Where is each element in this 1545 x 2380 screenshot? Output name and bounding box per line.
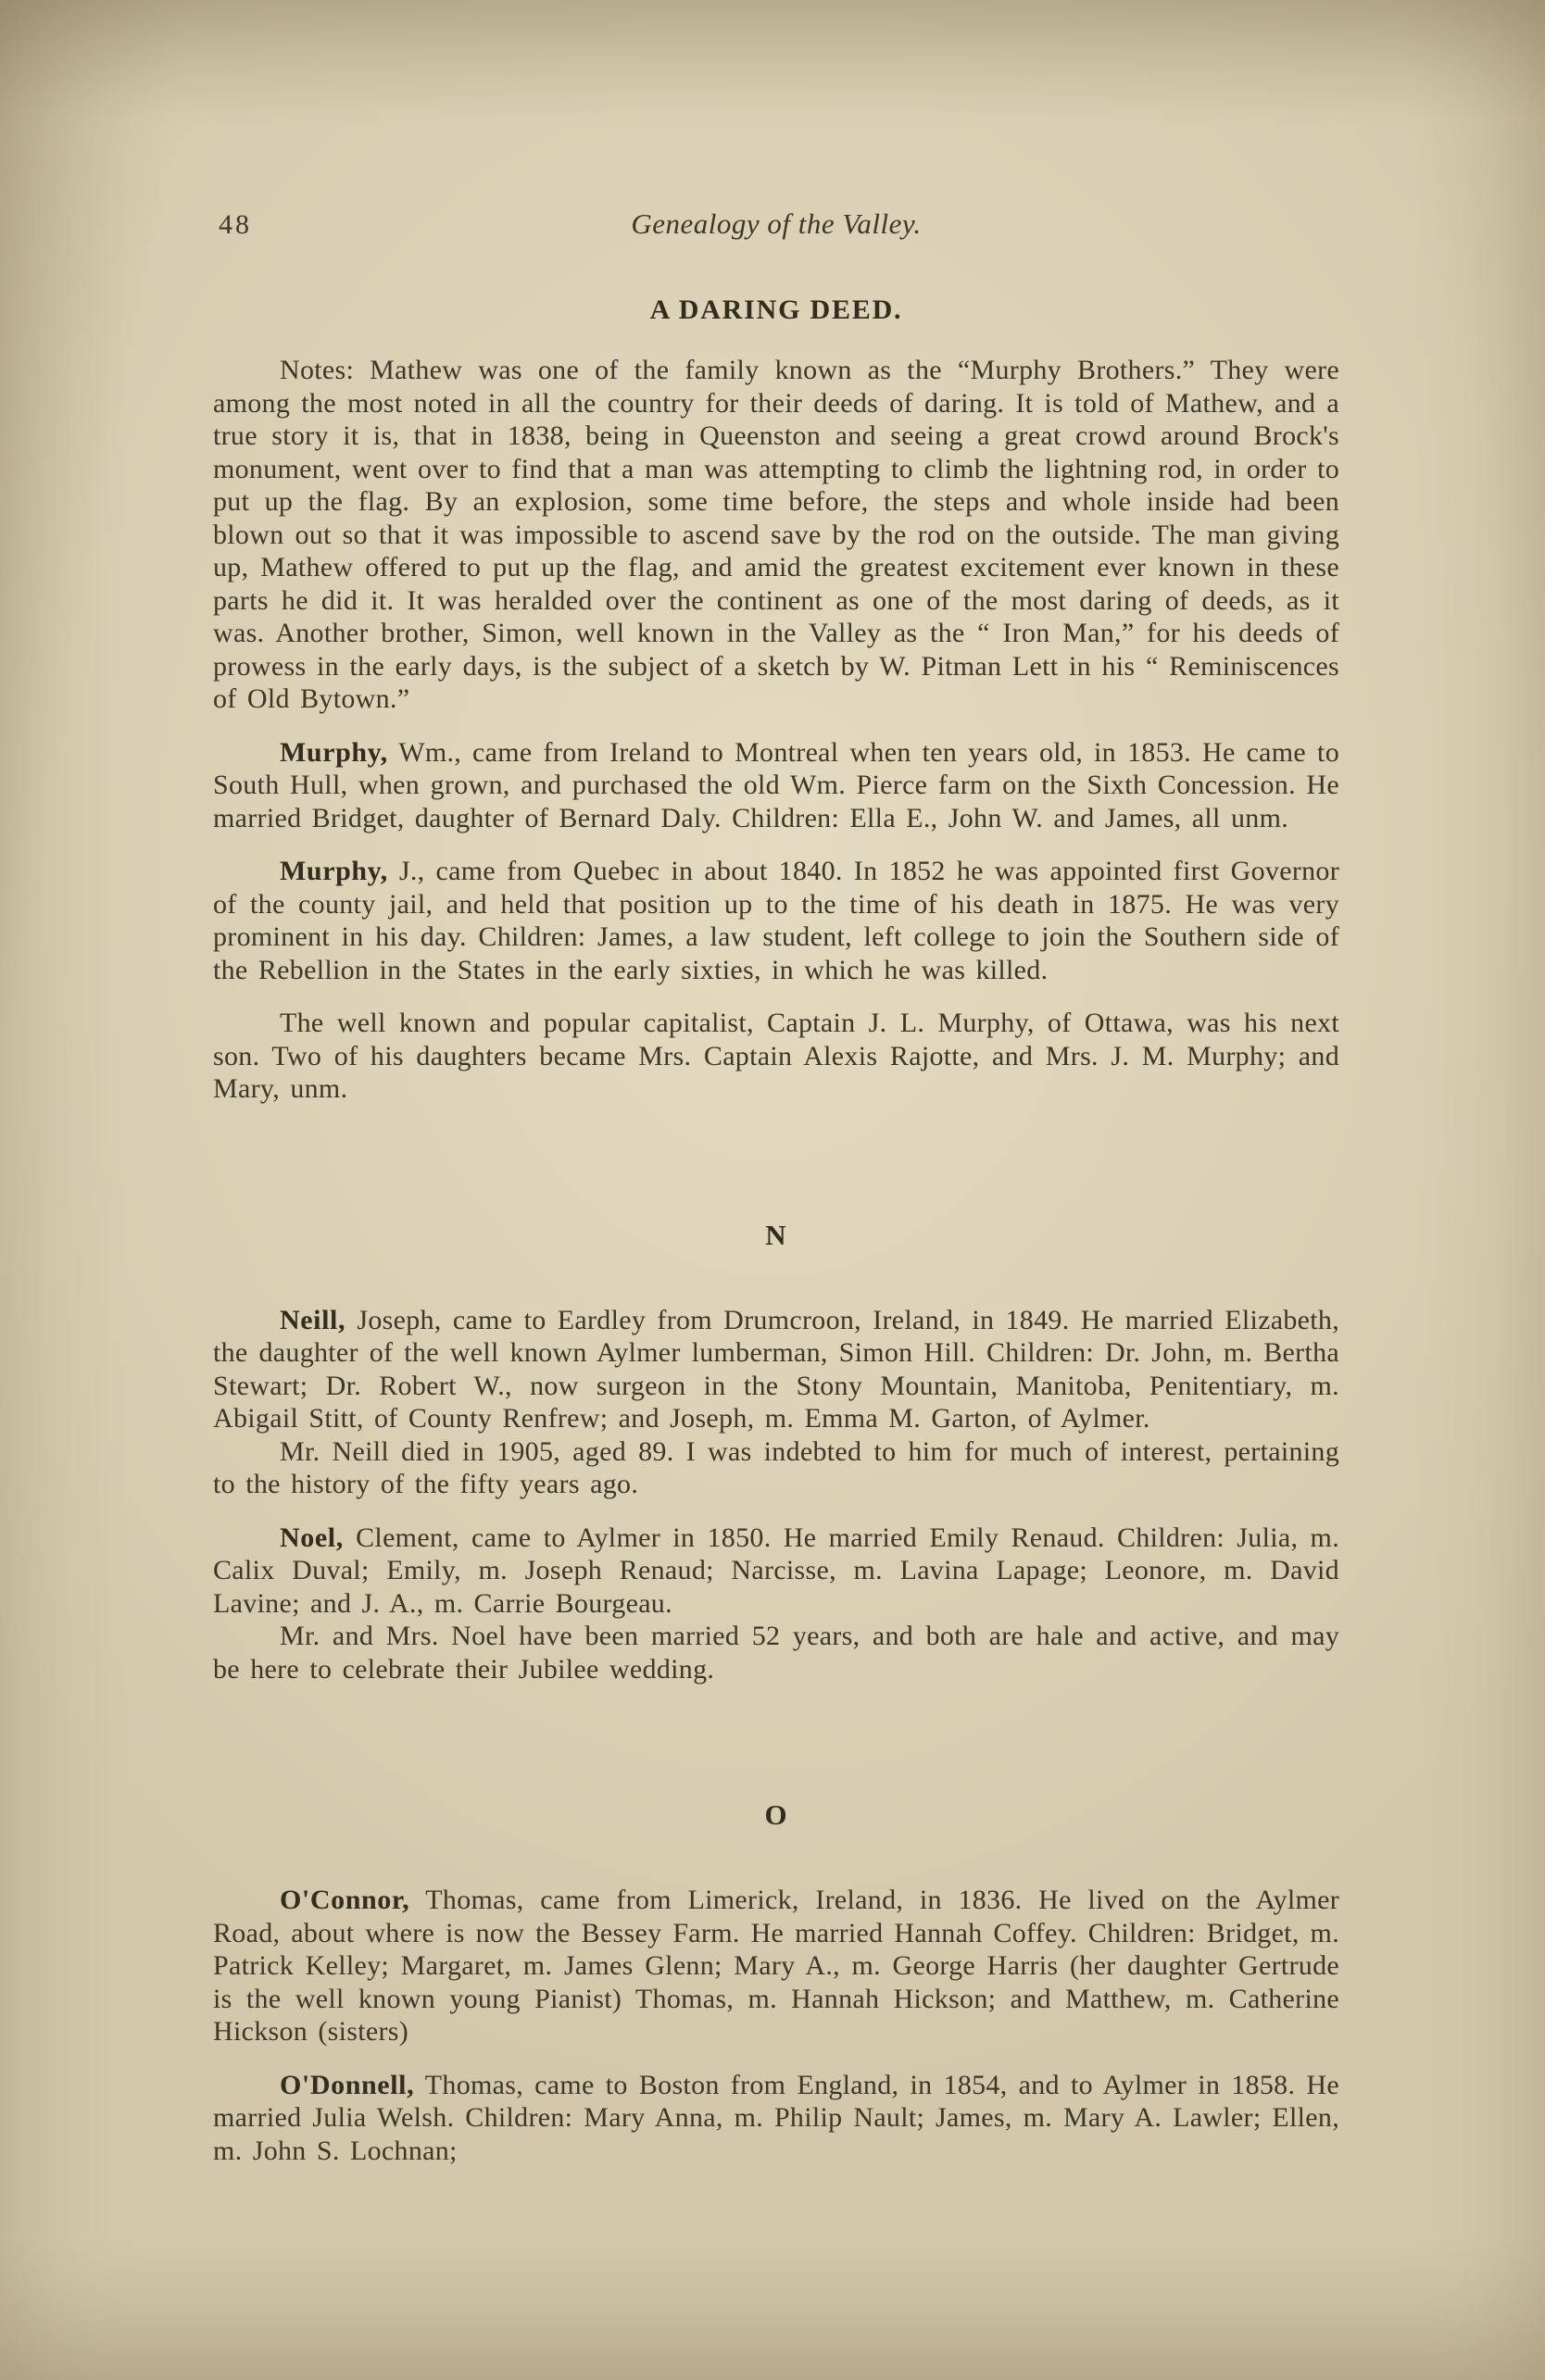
paragraph-lead: O'Donnell, — [280, 2069, 415, 2100]
paragraph-odonnell — [213, 2069, 1339, 2168]
running-title: Genealogy of the Valley. — [631, 207, 922, 240]
paragraph-text: Mr. and Mrs. Noel have been married 52 years, and both are hale and active, and may be here to celebrate their Jubilee wedding. — [213, 1621, 1339, 1685]
paragraph-text: Wm., came from Ireland to Montreal when ten years old, in 1853. He came to South Hull, when grown, and purchased the old Wm. Pierce farm on the Sixth Concession. He married Bridget, daughter of Bernard Daly. Children: Ella E., John W. and James, all unm. — [213, 736, 1339, 833]
paragraph-text: Thomas, came from Limerick, Ireland, in 1836. He lived on the Aylmer Road, about where is now the Bessey Farm. He married Hannah Coffey. Children: Bridget, m. Patrick Kelley; Margaret, m. James Glenn; Mary A., m. George Harris (her daughter Gertrude is the well known young Pianist) Thomas, m. Hannah Hickson; and Matthew, m. Catherine Hickson (sisters) — [213, 1885, 1339, 2047]
paragraph-murphy-j — [213, 855, 1339, 986]
paragraph-lead: O'Connor, — [280, 1885, 410, 1915]
paragraph-lead: Neill, — [280, 1304, 346, 1335]
paragraph-text: Notes: Mathew was one of the family known as the “Murphy Brothers.” They were among the most noted in all the country for their deeds of daring. It is told of Mathew, and a true story it is, that in 1838, being in Queenston and seeing a great crowd around Brock's monument, went over to find that a man was attempting to climb the lightning rod, in order to put up the flag. By an explosion, some time before, the steps and whole inside had been blown out so that it was impossible to ascend save by the rod on the outside. The man giving up, Mathew offered to put up the flag, and amid the greatest excitement ever known in these parts he did it. It was heralded over the continent as one of the most daring of deeds, as it was. Another brother, Simon, well known in the Valley as the “ Iron Man,” for his deeds of prowess in the early days, is the subject of a sketch by W. Pitman Lett in his “ Reminiscences of Old Bytown.” — [213, 355, 1339, 714]
paragraph-text: Thomas, came to Boston from England, in 1854, and to Aylmer in 1858. He married Julia Welsh. Children: Mary Anna, m. Philip Nault; James, m. Mary A. Lawler; Ellen, m. John S. Lochnan; — [213, 2069, 1339, 2166]
paragraph-neill-continuation — [213, 1435, 1339, 1501]
paragraph-text: The well known and popular capitalist, Captain J. L. Murphy, of Ottawa, was his next son. Two of his daughters became Mrs. Captain Alexis Rajotte, and Mrs. J. M. Murphy; and Mary, unm. — [213, 1008, 1339, 1104]
paragraph-murphy-continuation — [213, 1007, 1339, 1106]
paragraph-noel — [213, 1522, 1339, 1621]
text-block — [213, 207, 1339, 2167]
paragraph-text: J., came from Quebec in about 1840. In 1852 he was appointed first Governor of the county jail, and held that position up to the time of his death in 1875. He was very prominent in his day. Children: James, a law student, left college to join the Southern side of the Rebellion in the States in the early sixties, in which he was killed. — [213, 856, 1339, 985]
paragraph-noel-continuation — [213, 1620, 1339, 1685]
paragraph-oconnor — [213, 1884, 1339, 2048]
page-header — [213, 207, 1339, 248]
paragraph-notes — [213, 354, 1339, 716]
paragraph-lead: Noel, — [280, 1522, 344, 1553]
paragraph-neill — [213, 1304, 1339, 1435]
page-number: 48 — [219, 209, 252, 240]
heading-letter-o: O — [764, 1798, 788, 1831]
heading-letter-n: N — [765, 1218, 787, 1251]
heading-a-daring-deed: A DARING DEED. — [649, 294, 903, 325]
paragraph-murphy-wm — [213, 736, 1339, 835]
paragraph-lead: Murphy, — [280, 856, 388, 886]
paragraph-text: Joseph, came to Eardley from Drumcroon, Ireland, in 1849. He married Elizabeth, the daughter of the well known Aylmer lumberman, Simon Hill. Children: Dr. John, m. Bertha Stewart; Dr. Robert W., now surgeon in the Stony Mountain, Manitoba, Penitentiary, m. Abigail Stitt, of County Renfrew; and Joseph, m. Emma M. Garton, of Aylmer. — [213, 1304, 1339, 1434]
paragraph-text: Mr. Neill died in 1905, aged 89. I was indebted to him for much of interest, pertaining to the history of the fifty years ago. — [213, 1435, 1339, 1499]
paragraph-lead: Murphy, — [280, 736, 388, 768]
paragraph-text: Clement, came to Aylmer in 1850. He married Emily Renaud. Children: Julia, m. Calix Duval; Emily, m. Joseph Renaud; Narcisse, m. Lavina Lapage; Leonore, m. David Lavine; and J. A., m. Carrie Bourgeau. — [213, 1522, 1339, 1619]
